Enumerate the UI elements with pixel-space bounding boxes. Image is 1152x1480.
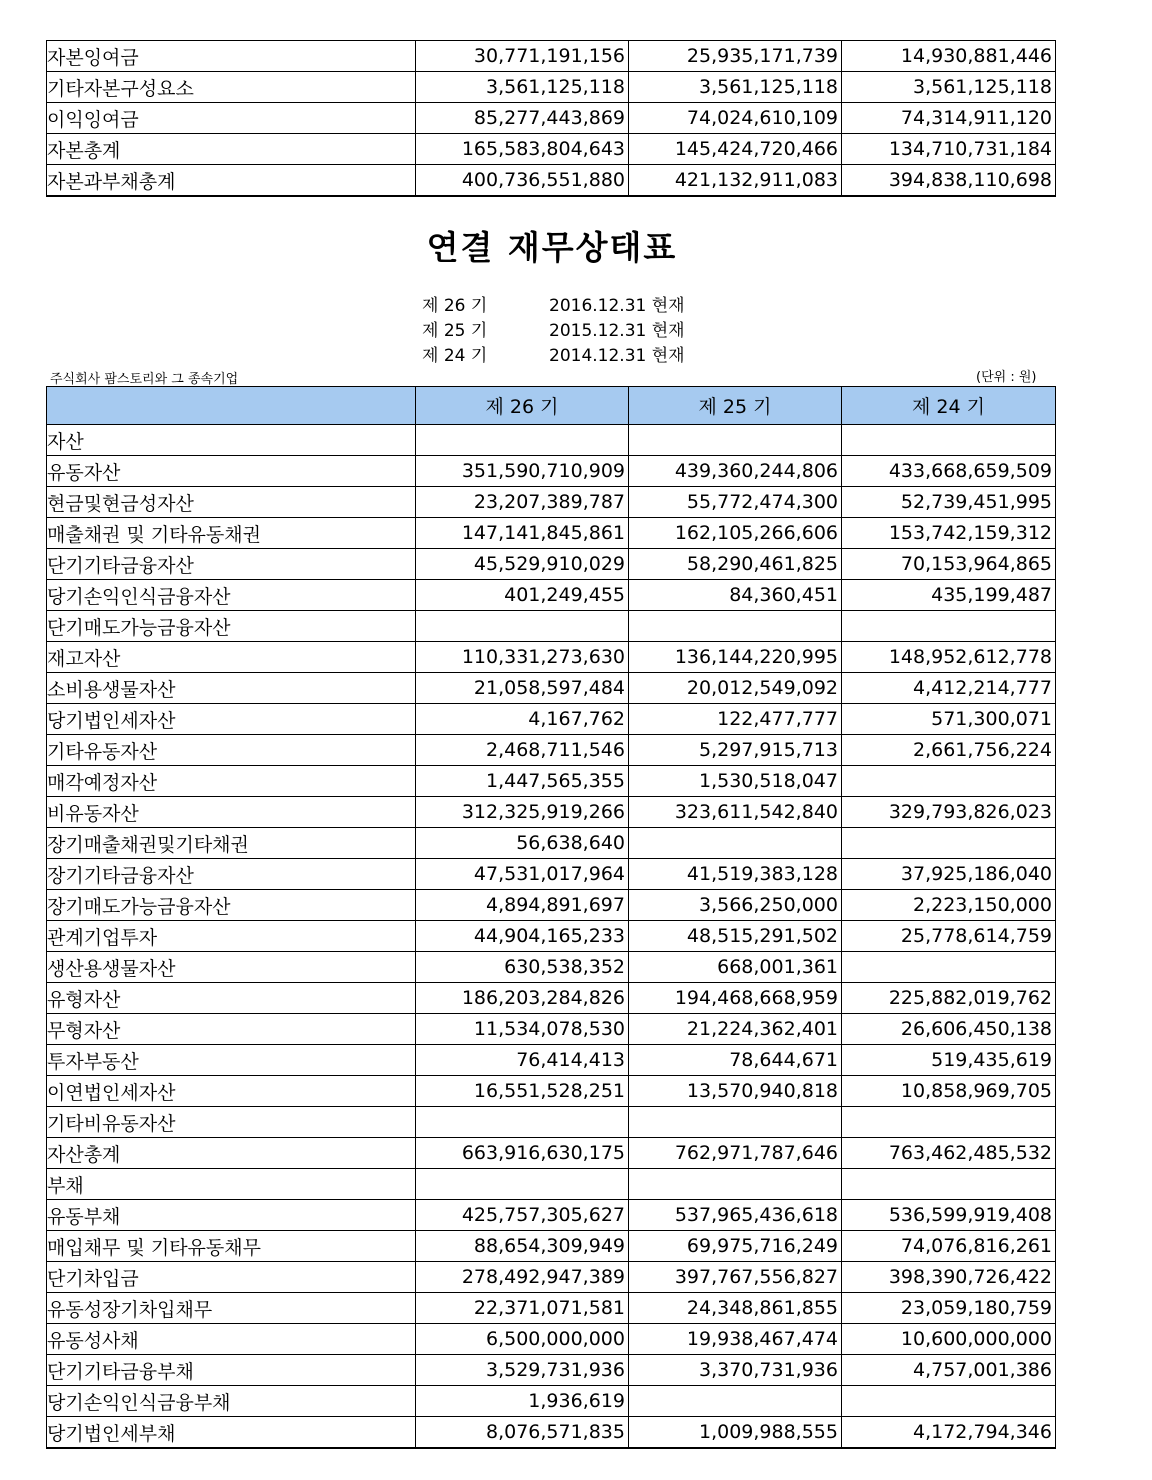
value-24: 153,742,159,312 (842, 518, 1056, 549)
value-24: 571,300,071 (842, 704, 1056, 735)
value-25 (629, 1386, 842, 1417)
account-label: 당기손익인식금융자산 (47, 580, 416, 611)
balance-sheet-table (46, 386, 1056, 1449)
value-26: 425,757,305,627 (416, 1200, 629, 1231)
account-label: 단기차입금 (47, 1262, 416, 1293)
value-26: 85,277,443,869 (416, 103, 629, 134)
account-label: 당기법인세부채 (47, 1417, 416, 1449)
value-25: 136,144,220,995 (629, 642, 842, 673)
value-25: 78,644,671 (629, 1045, 842, 1076)
account-label: 기타비유동자산 (47, 1107, 416, 1138)
table-row (47, 425, 1056, 456)
value-25 (629, 425, 842, 456)
value-25: 19,938,467,474 (629, 1324, 842, 1355)
account-label: 자본총계 (47, 134, 416, 165)
value-26: 22,371,071,581 (416, 1293, 629, 1324)
value-26: 186,203,284,826 (416, 983, 629, 1014)
table-row (47, 165, 1056, 197)
value-25 (629, 828, 842, 859)
value-26: 76,414,413 (416, 1045, 629, 1076)
unit-label: (단위 : 원) (976, 370, 1037, 385)
value-26: 16,551,528,251 (416, 1076, 629, 1107)
value-24 (842, 828, 1056, 859)
value-24: 26,606,450,138 (842, 1014, 1056, 1045)
value-26: 663,916,630,175 (416, 1138, 629, 1169)
value-24 (842, 1169, 1056, 1200)
value-25: 537,965,436,618 (629, 1200, 842, 1231)
account-label: 소비용생물자산 (47, 673, 416, 704)
table-row (47, 72, 1056, 103)
value-25 (629, 1107, 842, 1138)
value-26: 21,058,597,484 (416, 673, 629, 704)
table-row (47, 103, 1056, 134)
account-label: 장기기타금융자산 (47, 859, 416, 890)
value-25: 24,348,861,855 (629, 1293, 842, 1324)
table-row (47, 828, 1056, 859)
account-label: 단기기타금융부채 (47, 1355, 416, 1386)
period-line (422, 291, 685, 316)
value-25: 48,515,291,502 (629, 921, 842, 952)
account-label: 유동성장기차입채무 (47, 1293, 416, 1324)
period-label: 제 24 기 (422, 346, 488, 366)
value-25: 421,132,911,083 (629, 165, 842, 197)
account-label: 유형자산 (47, 983, 416, 1014)
period-label: 제 25 기 (422, 321, 488, 341)
value-24: 4,172,794,346 (842, 1417, 1056, 1449)
value-24: 519,435,619 (842, 1045, 1056, 1076)
period-line (422, 341, 685, 366)
value-24: 435,199,487 (842, 580, 1056, 611)
value-24: 134,710,731,184 (842, 134, 1056, 165)
value-26 (416, 1169, 629, 1200)
value-25: 1,530,518,047 (629, 766, 842, 797)
value-24: 394,838,110,698 (842, 165, 1056, 197)
value-26: 3,529,731,936 (416, 1355, 629, 1386)
header-cell-account (47, 387, 416, 425)
value-24: 148,952,612,778 (842, 642, 1056, 673)
table-row (47, 704, 1056, 735)
value-24 (842, 425, 1056, 456)
value-24: 70,153,964,865 (842, 549, 1056, 580)
table-row (47, 859, 1056, 890)
value-25: 162,105,266,606 (629, 518, 842, 549)
value-24: 2,661,756,224 (842, 735, 1056, 766)
table-row (47, 1169, 1056, 1200)
value-24: 4,757,001,386 (842, 1355, 1056, 1386)
account-label: 비유동자산 (47, 797, 416, 828)
account-label: 매출채권 및 기타유동채권 (47, 518, 416, 549)
table-row (47, 1076, 1056, 1107)
value-26: 278,492,947,389 (416, 1262, 629, 1293)
value-26: 165,583,804,643 (416, 134, 629, 165)
account-label: 매각예정자산 (47, 766, 416, 797)
value-24: 10,600,000,000 (842, 1324, 1056, 1355)
table-row (47, 1231, 1056, 1262)
table-row (47, 642, 1056, 673)
value-25: 397,767,556,827 (629, 1262, 842, 1293)
value-26: 1,447,565,355 (416, 766, 629, 797)
value-24 (842, 766, 1056, 797)
table-row (47, 952, 1056, 983)
value-26: 23,207,389,787 (416, 487, 629, 518)
value-24: 2,223,150,000 (842, 890, 1056, 921)
value-25: 194,468,668,959 (629, 983, 842, 1014)
table-row (47, 1014, 1056, 1045)
account-label: 기타자본구성요소 (47, 72, 416, 103)
value-24: 74,314,911,120 (842, 103, 1056, 134)
account-label: 자산총계 (47, 1138, 416, 1169)
value-26: 2,468,711,546 (416, 735, 629, 766)
value-26: 47,531,017,964 (416, 859, 629, 890)
value-25: 1,009,988,555 (629, 1417, 842, 1449)
value-25: 3,566,250,000 (629, 890, 842, 921)
table-row (47, 797, 1056, 828)
value-24 (842, 1107, 1056, 1138)
value-26: 630,538,352 (416, 952, 629, 983)
table-row (47, 1324, 1056, 1355)
value-24: 433,668,659,509 (842, 456, 1056, 487)
value-25: 58,290,461,825 (629, 549, 842, 580)
value-26 (416, 1107, 629, 1138)
table-row (47, 1417, 1056, 1449)
table-row (47, 134, 1056, 165)
table-row (47, 673, 1056, 704)
value-25: 41,519,383,128 (629, 859, 842, 890)
value-26: 1,936,619 (416, 1386, 629, 1417)
value-26: 8,076,571,835 (416, 1417, 629, 1449)
value-26 (416, 611, 629, 642)
value-26: 4,167,762 (416, 704, 629, 735)
account-label: 단기기타금융자산 (47, 549, 416, 580)
value-25: 122,477,777 (629, 704, 842, 735)
table-row (47, 1293, 1056, 1324)
value-24: 52,739,451,995 (842, 487, 1056, 518)
account-label: 자본잉여금 (47, 41, 416, 72)
value-24: 398,390,726,422 (842, 1262, 1056, 1293)
value-26: 147,141,845,861 (416, 518, 629, 549)
table-row (47, 456, 1056, 487)
value-24: 23,059,180,759 (842, 1293, 1056, 1324)
account-label: 유동부채 (47, 1200, 416, 1231)
value-25: 762,971,787,646 (629, 1138, 842, 1169)
account-label: 현금및현금성자산 (47, 487, 416, 518)
table-row (47, 487, 1056, 518)
account-label: 생산용생물자산 (47, 952, 416, 983)
value-25: 20,012,549,092 (629, 673, 842, 704)
value-25: 21,224,362,401 (629, 1014, 842, 1045)
table-row (47, 1386, 1056, 1417)
value-26: 110,331,273,630 (416, 642, 629, 673)
value-26: 6,500,000,000 (416, 1324, 629, 1355)
account-label: 관계기업투자 (47, 921, 416, 952)
header-cell-24: 제 24 기 (842, 387, 1056, 425)
account-label: 기타유동자산 (47, 735, 416, 766)
account-label: 유동자산 (47, 456, 416, 487)
account-label: 이익잉여금 (47, 103, 416, 134)
value-24: 763,462,485,532 (842, 1138, 1056, 1169)
value-26: 3,561,125,118 (416, 72, 629, 103)
table-row (47, 1045, 1056, 1076)
value-25: 69,975,716,249 (629, 1231, 842, 1262)
header-cell-26: 제 26 기 (416, 387, 629, 425)
value-24: 37,925,186,040 (842, 859, 1056, 890)
account-label: 무형자산 (47, 1014, 416, 1045)
value-25: 84,360,451 (629, 580, 842, 611)
table-row (47, 549, 1056, 580)
value-24: 3,561,125,118 (842, 72, 1056, 103)
value-24: 14,930,881,446 (842, 41, 1056, 72)
value-25: 439,360,244,806 (629, 456, 842, 487)
value-25: 13,570,940,818 (629, 1076, 842, 1107)
value-24: 10,858,969,705 (842, 1076, 1056, 1107)
account-label: 당기손익인식금융부채 (47, 1386, 416, 1417)
table-row (47, 921, 1056, 952)
value-26: 45,529,910,029 (416, 549, 629, 580)
value-25: 145,424,720,466 (629, 134, 842, 165)
value-24 (842, 611, 1056, 642)
account-label: 자본과부채총계 (47, 165, 416, 197)
equity-summary-table (46, 40, 1056, 197)
value-26: 11,534,078,530 (416, 1014, 629, 1045)
value-25: 5,297,915,713 (629, 735, 842, 766)
account-label: 장기매도가능금융자산 (47, 890, 416, 921)
header-row (47, 387, 1056, 425)
period-line (422, 316, 685, 341)
value-26: 30,771,191,156 (416, 41, 629, 72)
value-26: 44,904,165,233 (416, 921, 629, 952)
value-24 (842, 952, 1056, 983)
header-cell-25: 제 25 기 (629, 387, 842, 425)
statement-title: 연결 재무상태표 (426, 228, 678, 267)
value-26: 351,590,710,909 (416, 456, 629, 487)
table-row (47, 1355, 1056, 1386)
period-date: 2014.12.31 현재 (549, 346, 685, 366)
value-26: 4,894,891,697 (416, 890, 629, 921)
value-25: 3,561,125,118 (629, 72, 842, 103)
value-25: 25,935,171,739 (629, 41, 842, 72)
account-label: 투자부동산 (47, 1045, 416, 1076)
table-row (47, 735, 1056, 766)
value-25: 323,611,542,840 (629, 797, 842, 828)
value-24 (842, 1386, 1056, 1417)
value-24: 225,882,019,762 (842, 983, 1056, 1014)
company-name: 주식회사 팜스토리와 그 종속기업 (50, 372, 239, 387)
period-date: 2015.12.31 현재 (549, 321, 685, 341)
table-row (47, 611, 1056, 642)
value-26: 88,654,309,949 (416, 1231, 629, 1262)
account-label: 자산 (47, 425, 416, 456)
value-24: 25,778,614,759 (842, 921, 1056, 952)
value-25: 3,370,731,936 (629, 1355, 842, 1386)
value-24: 329,793,826,023 (842, 797, 1056, 828)
value-26: 56,638,640 (416, 828, 629, 859)
value-24: 4,412,214,777 (842, 673, 1056, 704)
table-row (47, 1107, 1056, 1138)
account-label: 당기법인세자산 (47, 704, 416, 735)
value-26 (416, 425, 629, 456)
account-label: 단기매도가능금융자산 (47, 611, 416, 642)
account-label: 이연법인세자산 (47, 1076, 416, 1107)
table-row (47, 1200, 1056, 1231)
value-26: 401,249,455 (416, 580, 629, 611)
account-label: 재고자산 (47, 642, 416, 673)
table-row (47, 41, 1056, 72)
period-label: 제 26 기 (422, 296, 488, 316)
value-26: 312,325,919,266 (416, 797, 629, 828)
value-24: 74,076,816,261 (842, 1231, 1056, 1262)
value-25: 668,001,361 (629, 952, 842, 983)
table-row (47, 766, 1056, 797)
value-24: 536,599,919,408 (842, 1200, 1056, 1231)
table-row (47, 1138, 1056, 1169)
account-label: 유동성사채 (47, 1324, 416, 1355)
value-25 (629, 1169, 842, 1200)
table-row (47, 580, 1056, 611)
account-label: 부채 (47, 1169, 416, 1200)
table-row (47, 518, 1056, 549)
table-row (47, 983, 1056, 1014)
table-row (47, 1262, 1056, 1293)
value-25: 74,024,610,109 (629, 103, 842, 134)
table-row (47, 890, 1056, 921)
account-label: 매입채무 및 기타유동채무 (47, 1231, 416, 1262)
value-25: 55,772,474,300 (629, 487, 842, 518)
period-date: 2016.12.31 현재 (549, 296, 685, 316)
value-25 (629, 611, 842, 642)
account-label: 장기매출채권및기타채권 (47, 828, 416, 859)
value-26: 400,736,551,880 (416, 165, 629, 197)
